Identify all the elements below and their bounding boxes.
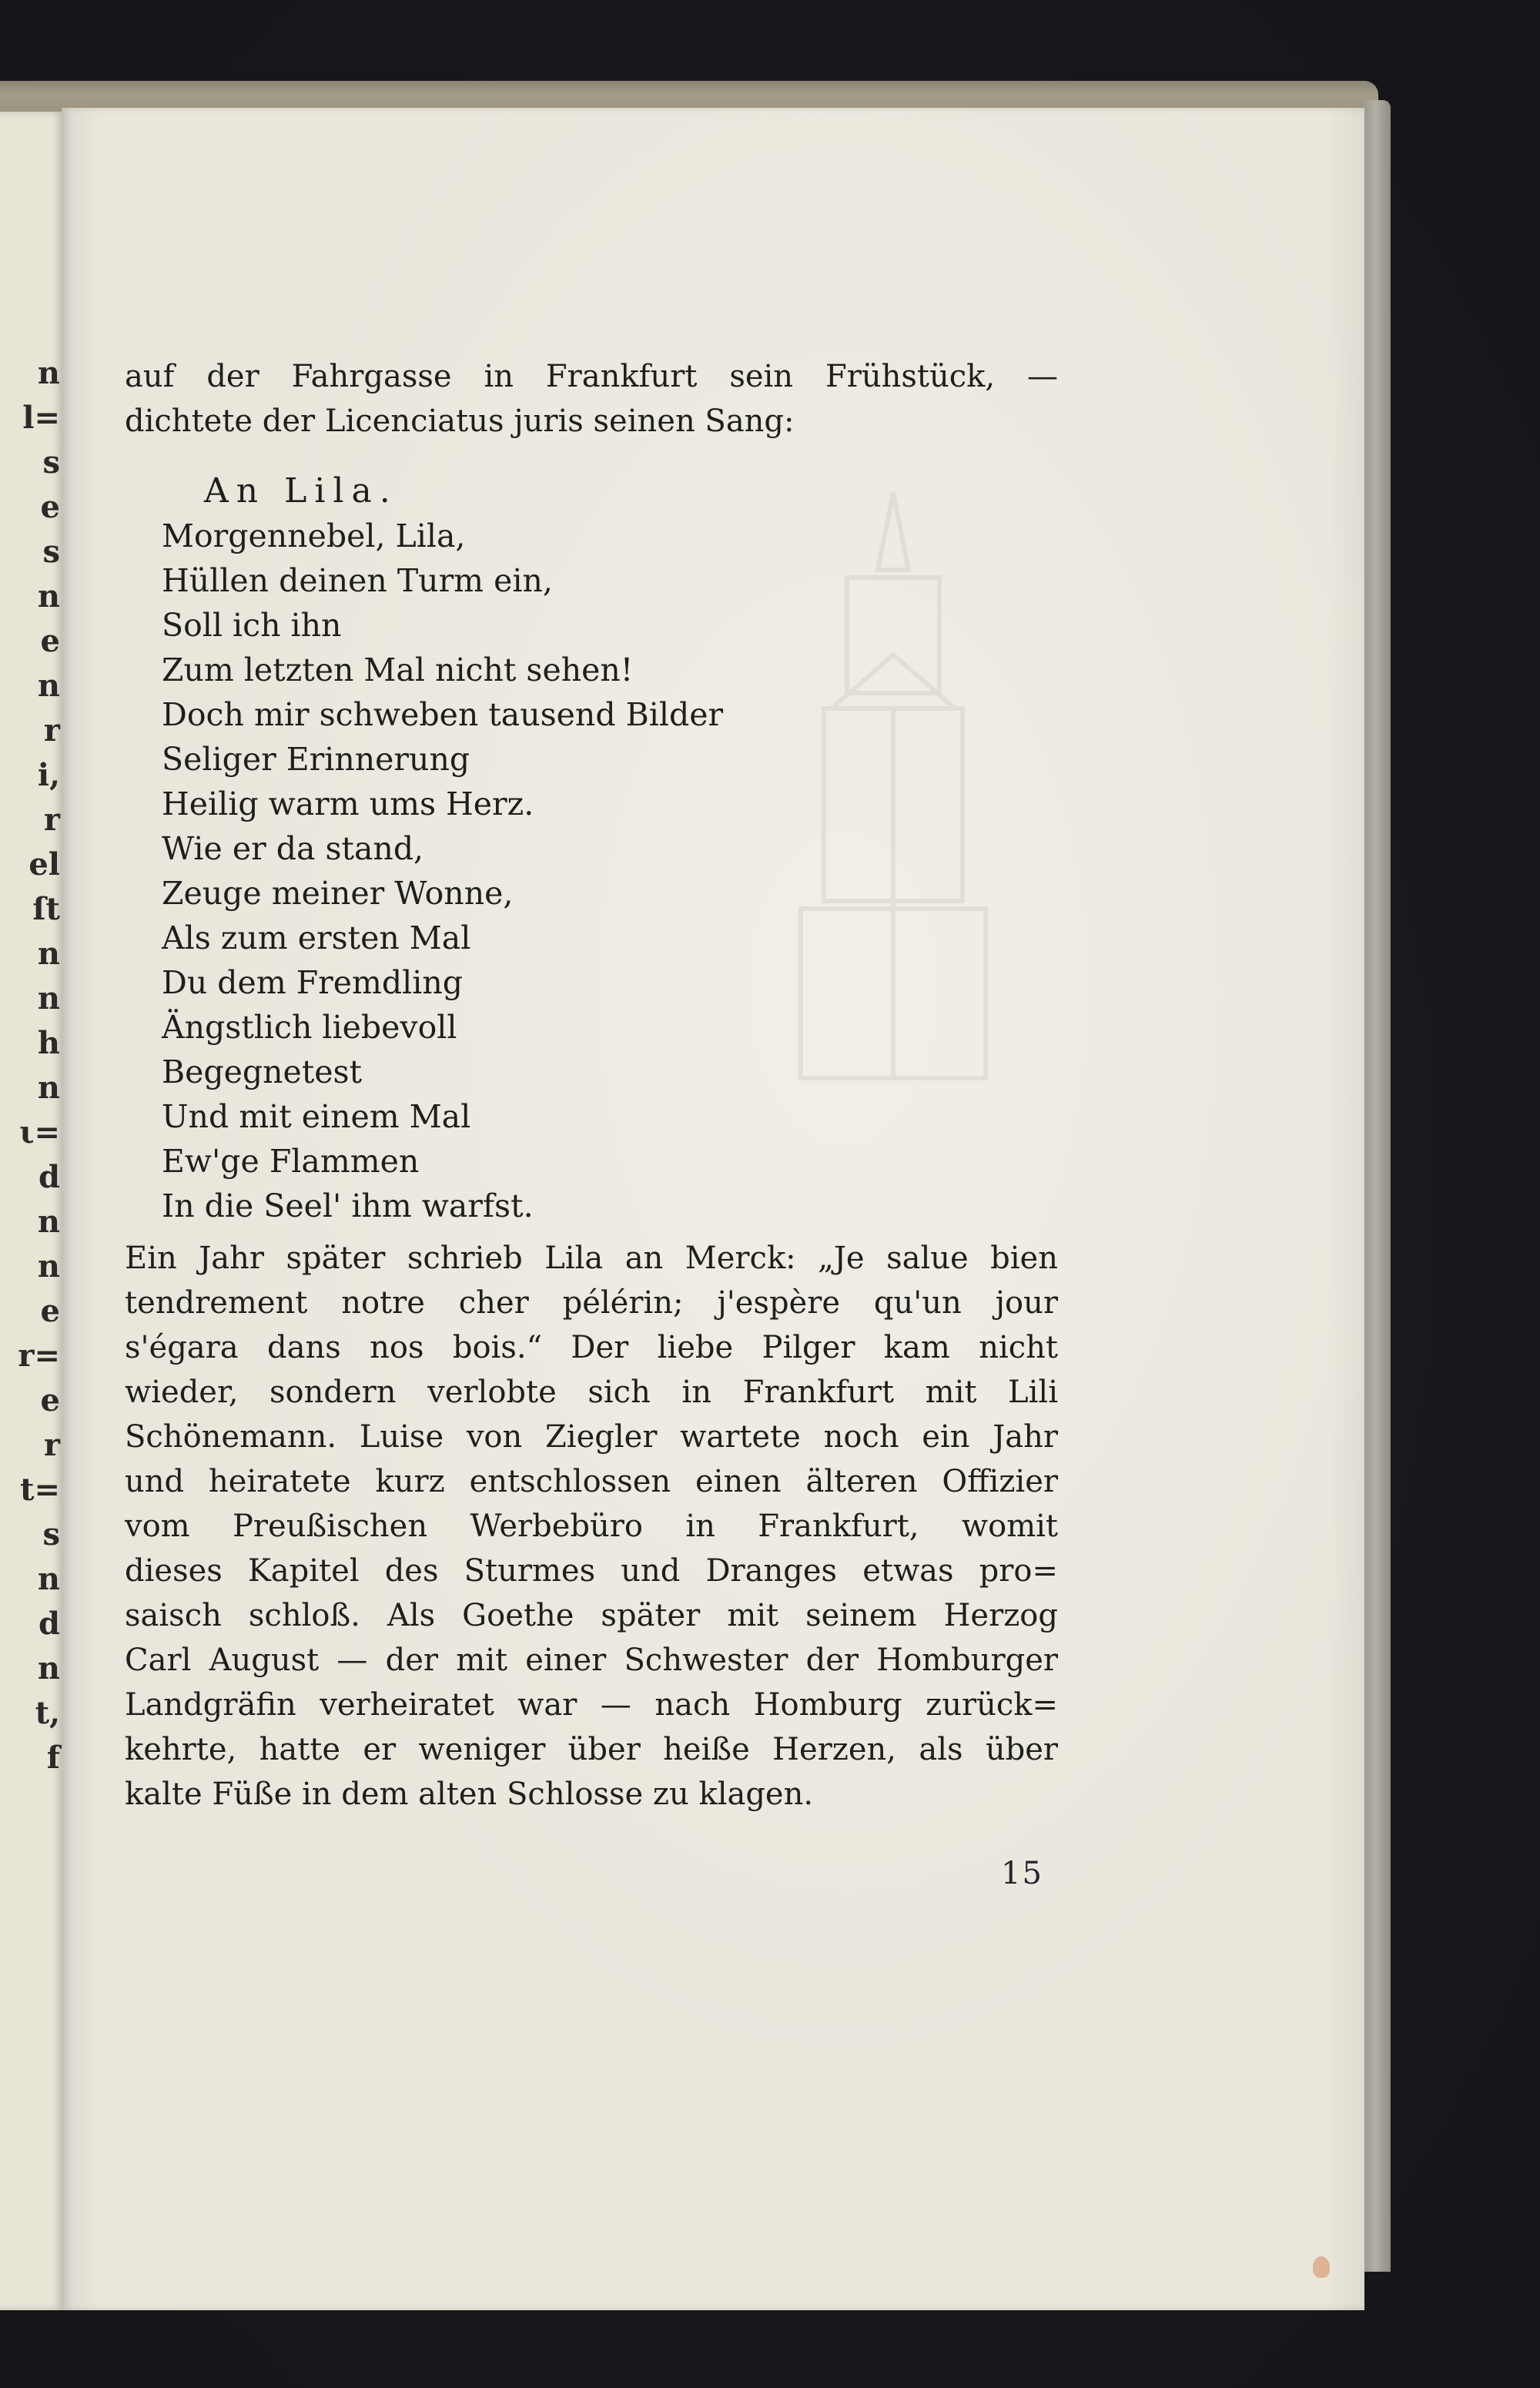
left-page-fragment: i, [37,757,60,793]
left-page-fragment: d [38,1606,60,1642]
paragraph-line: dieses Kapitel des Sturmes und Dranges etwas pro= [125,1553,1058,1589]
paragraph-line: saisch schloß. Als Goethe später mit seinem Herzog [125,1598,1058,1633]
poem-line: Als zum ersten Mal [162,919,471,956]
page-number: 15 [1001,1856,1043,1891]
show-through-illustration [785,477,1001,1094]
paragraph-line: Ein Jahr später schrieb Lila an Merck: „Je salue bien [125,1241,1058,1276]
left-page-fragment: n [37,355,60,391]
left-page-fragment: e [40,489,60,525]
left-page-fragment: n [37,1248,60,1284]
book-page-edge [1363,100,1391,2272]
left-page-fragment: e [40,1382,60,1418]
intro-line: auf der Fahrgasse in Frankfurt sein Frühstück, — [125,359,1058,394]
left-page-fragment: r [43,802,60,838]
paragraph-line: kalte Füße in dem alten Schlosse zu klagen. [125,1777,814,1812]
paragraph-line: s'égara dans nos bois.“ Der liebe Pilger kam nicht [125,1330,1058,1365]
left-page-fragment: h [37,1025,60,1061]
left-page-fragment: f [46,1740,60,1776]
left-page-fragment: n [37,980,60,1016]
poem-title: An Lila. [204,471,398,511]
poem-line: Du dem Fremdling [162,964,464,1001]
left-page-fragment: e [40,1293,60,1329]
left-page-fragment: n [37,1561,60,1597]
poem-line: Heilig warm ums Herz. [162,785,534,822]
paragraph-line: wieder, sondern verlobte sich in Frankfurt mit Lili [125,1375,1058,1410]
paragraph-line: vom Preußischen Werbebüro in Frankfurt, womit [125,1509,1058,1544]
left-page-fragment: n [37,1070,60,1106]
left-page-fragment: d [38,1159,60,1195]
left-page-fragment: el [28,846,60,883]
left-page-fragment: n [37,1650,60,1686]
poem-line: Zum letzten Mal nicht sehen! [162,651,634,688]
left-page-fragment: r= [18,1338,60,1374]
left-page-fragment: ι= [19,1114,60,1150]
paragraph-line: und heiratete kurz entschlossen einen älteren Offizier [125,1464,1058,1499]
poem-line: Hüllen deinen Turm ein, [162,562,553,599]
poem-line: Doch mir schweben tausend Bilder [162,696,724,733]
poem-line: Und mit einem Mal [162,1098,471,1135]
intro-line: dichtete der Licenciatus juris seinen Sang: [125,404,795,439]
left-page-fragment: r [43,1427,60,1463]
left-page-fragment: r [43,712,60,749]
left-page-fragment: ſt [32,891,60,927]
paragraph-line: Carl August — der mit einer Schwester der Homburger [125,1643,1058,1678]
poem-line: Soll ich ihn [162,607,342,644]
poem-line: Ew'ge Flammen [162,1143,420,1180]
left-page-fragment: t= [20,1472,60,1508]
left-page-fragment: n [37,1204,60,1240]
paper-stain [1313,2256,1330,2278]
paragraph-line: tendrement notre cher pélérin; j'espère qu'un jour [125,1285,1058,1321]
poem-line: In die Seel' ihm warfst. [162,1187,534,1224]
left-page-fragment: s [42,534,60,570]
left-page-fragment: n [37,936,60,972]
left-page-fragment: s [42,444,60,481]
paragraph-line: Schönemann. Luise von Ziegler wartete noch ein Jahr [125,1419,1058,1455]
left-page-fragment: s [42,1516,60,1552]
left-page-fragment: t, [35,1695,60,1731]
poem-line: Seliger Erinnerung [162,741,470,778]
left-page-fragment: n [37,578,60,615]
left-page-fragment: l= [22,400,60,436]
left-page-fragment: n [37,668,60,704]
paragraph-line: Landgräfin verheiratet war — nach Homburg zurück= [125,1687,1058,1723]
poem-line: Zeuge meiner Wonne, [162,875,514,912]
paragraph-line: kehrte, hatte er weniger über heiße Herzen, als über [125,1732,1058,1767]
left-page-fragment: e [40,623,60,659]
poem-line: Begegnetest [162,1053,363,1090]
poem-line: Wie er da stand, [162,830,424,867]
poem-line: Ängstlich liebevoll [162,1009,457,1046]
poem-line: Morgennebel, Lila, [162,517,466,554]
previous-page-strip [0,112,65,2310]
book-top-edge [0,81,1378,112]
